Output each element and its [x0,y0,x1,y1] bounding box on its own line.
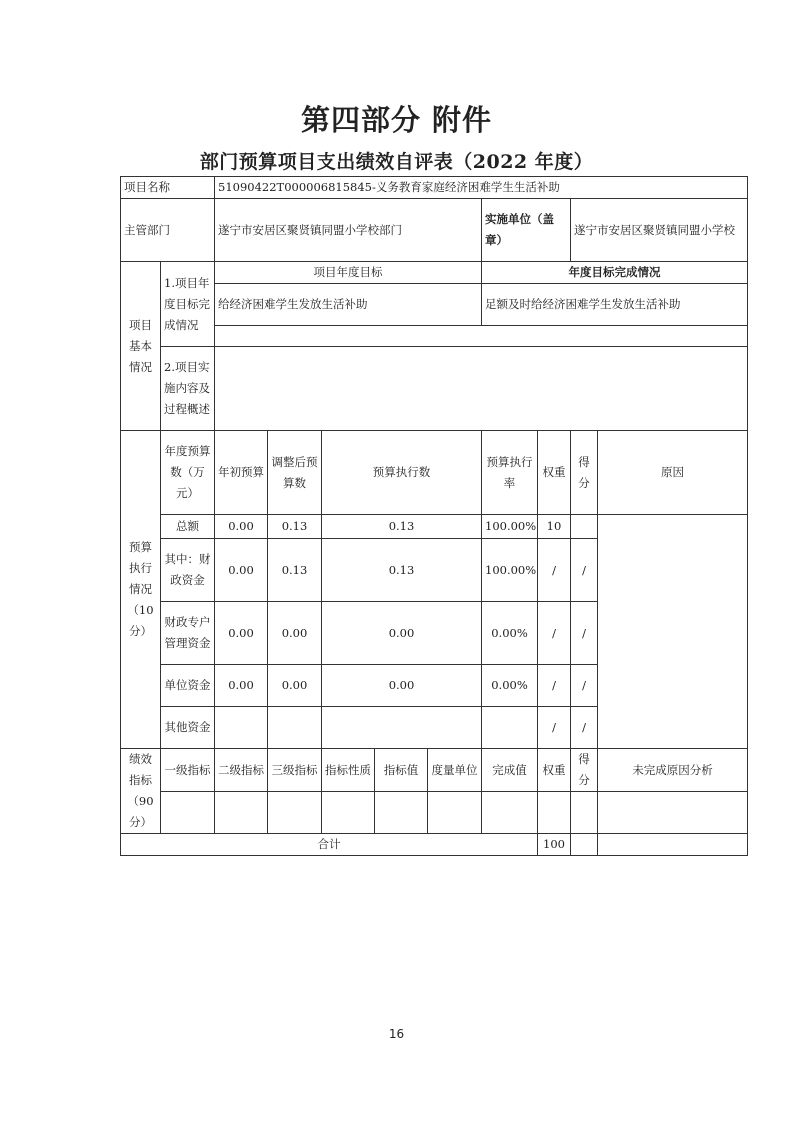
budget-weight-header: 权重 [538,431,571,515]
budget-initial-header: 年初预算 [215,431,268,515]
budget-adjusted-value: 0.00 [268,665,322,707]
department-value: 遂宁市安居区聚贤镇同盟小学校部门 [215,199,482,262]
budget-weight-value: / [538,602,571,665]
department-row [121,199,748,262]
perf-level3-header: 三级指标 [268,749,322,792]
budget-row-label: 其他资金 [161,707,215,749]
empty-cell [161,792,215,834]
basic-section-label: 项目基本情况 [121,262,161,431]
budget-score-value: / [571,602,598,665]
budget-executed-value: 0.13 [322,515,482,539]
budget-executed-header: 预算执行数 [322,431,482,515]
basic-item2-text [215,347,748,431]
perf-nature-header: 指标性质 [322,749,375,792]
budget-rate-value: 0.00% [482,665,538,707]
basic-goal-row [121,284,748,326]
perf-actual-header: 完成值 [482,749,538,792]
budget-initial-value: 0.00 [215,515,268,539]
budget-initial-value: 0.00 [215,602,268,665]
budget-adjusted-value [268,707,322,749]
page-number: 16 [388,1027,405,1041]
budget-row-label: 其中：财政资金 [161,539,215,602]
budget-reason-header: 原因 [598,431,748,515]
budget-executed-value: 0.13 [322,539,482,602]
perf-value-header: 指标值 [375,749,428,792]
implementing-unit-value: 遂宁市安居区聚贤镇同盟小学校 [571,199,748,262]
empty-cell [538,792,571,834]
budget-funds-header: 年度预算数（万元） [161,431,215,515]
budget-adjusted-value: 0.13 [268,515,322,539]
budget-rate-value [482,707,538,749]
budget-weight-value: / [538,707,571,749]
budget-score-value: / [571,707,598,749]
budget-weight-value: / [538,539,571,602]
performance-evaluation-table [120,176,748,856]
empty-cell [598,792,748,834]
empty-cell [571,792,598,834]
perf-level1-header: 一级指标 [161,749,215,792]
project-name-value: 51090422T000006815845-义务教育家庭经济困难学生生活补助 [215,177,748,199]
empty-cell [268,792,322,834]
total-row [121,834,748,856]
perf-score-header: 得分 [571,749,598,792]
empty-cell [375,792,428,834]
budget-row-label: 财政专户管理资金 [161,602,215,665]
budget-adjusted-value: 0.00 [268,602,322,665]
budget-score-value: / [571,665,598,707]
budget-row [121,515,748,539]
budget-adjusted-header: 调整后预算数 [268,431,322,515]
budget-initial-value [215,707,268,749]
budget-reason-value [598,515,748,749]
empty-cell [482,792,538,834]
budget-rate-header: 预算执行率 [482,431,538,515]
total-weight: 100 [538,834,571,856]
budget-section-label: 预算执行情况（10分） [121,431,161,749]
perf-level2-header: 二级指标 [215,749,268,792]
basic-item2-label: 2.项目实施内容及过程概述 [161,347,215,431]
budget-weight-value: / [538,665,571,707]
perf-unit-header: 度量单位 [428,749,482,792]
empty-cell [322,792,375,834]
department-label: 主管部门 [121,199,215,262]
perf-header-row [121,749,748,792]
perf-weight-header: 权重 [538,749,571,792]
goal-completion-text: 足额及时给经济困难学生发放生活补助 [482,284,748,326]
perf-data-row [121,792,748,834]
goal-completion-header: 年度目标完成情况 [482,262,748,284]
perf-section-label: 绩效指标（90分） [121,749,161,834]
part-title: 第四部分 附件 [300,103,493,137]
budget-score-value: / [571,539,598,602]
budget-rate-value: 0.00% [482,602,538,665]
budget-row-label: 单位资金 [161,665,215,707]
basic-header-row [121,262,748,284]
perf-reason-header: 未完成原因分析 [598,749,748,792]
form-title: 部门预算项目支出绩效自评表（2022 年度） [199,151,594,173]
empty-cell [215,326,748,347]
budget-score-value [571,515,598,539]
basic-spacer-row [121,326,748,347]
budget-score-header: 得分 [571,431,598,515]
budget-adjusted-value: 0.13 [268,539,322,602]
project-name-row [121,177,748,199]
annual-goal-header: 项目年度目标 [215,262,482,284]
budget-rate-value: 100.00% [482,515,538,539]
budget-initial-value: 0.00 [215,665,268,707]
project-name-label: 项目名称 [121,177,215,199]
budget-executed-value: 0.00 [322,602,482,665]
budget-rate-value: 100.00% [482,539,538,602]
basic-item2-row [121,347,748,431]
annual-goal-text: 给经济困难学生发放生活补助 [215,284,482,326]
budget-header-row [121,431,748,515]
budget-row-label: 总额 [161,515,215,539]
budget-weight-value: 10 [538,515,571,539]
empty-cell [215,792,268,834]
basic-item1-label: 1.项目年度目标完成情况 [161,262,215,347]
implementing-unit-label: 实施单位（盖章） [482,199,571,262]
total-reason [598,834,748,856]
empty-cell [428,792,482,834]
total-label: 合计 [121,834,538,856]
total-score [571,834,598,856]
budget-executed-value: 0.00 [322,665,482,707]
budget-executed-value [322,707,482,749]
budget-initial-value: 0.00 [215,539,268,602]
